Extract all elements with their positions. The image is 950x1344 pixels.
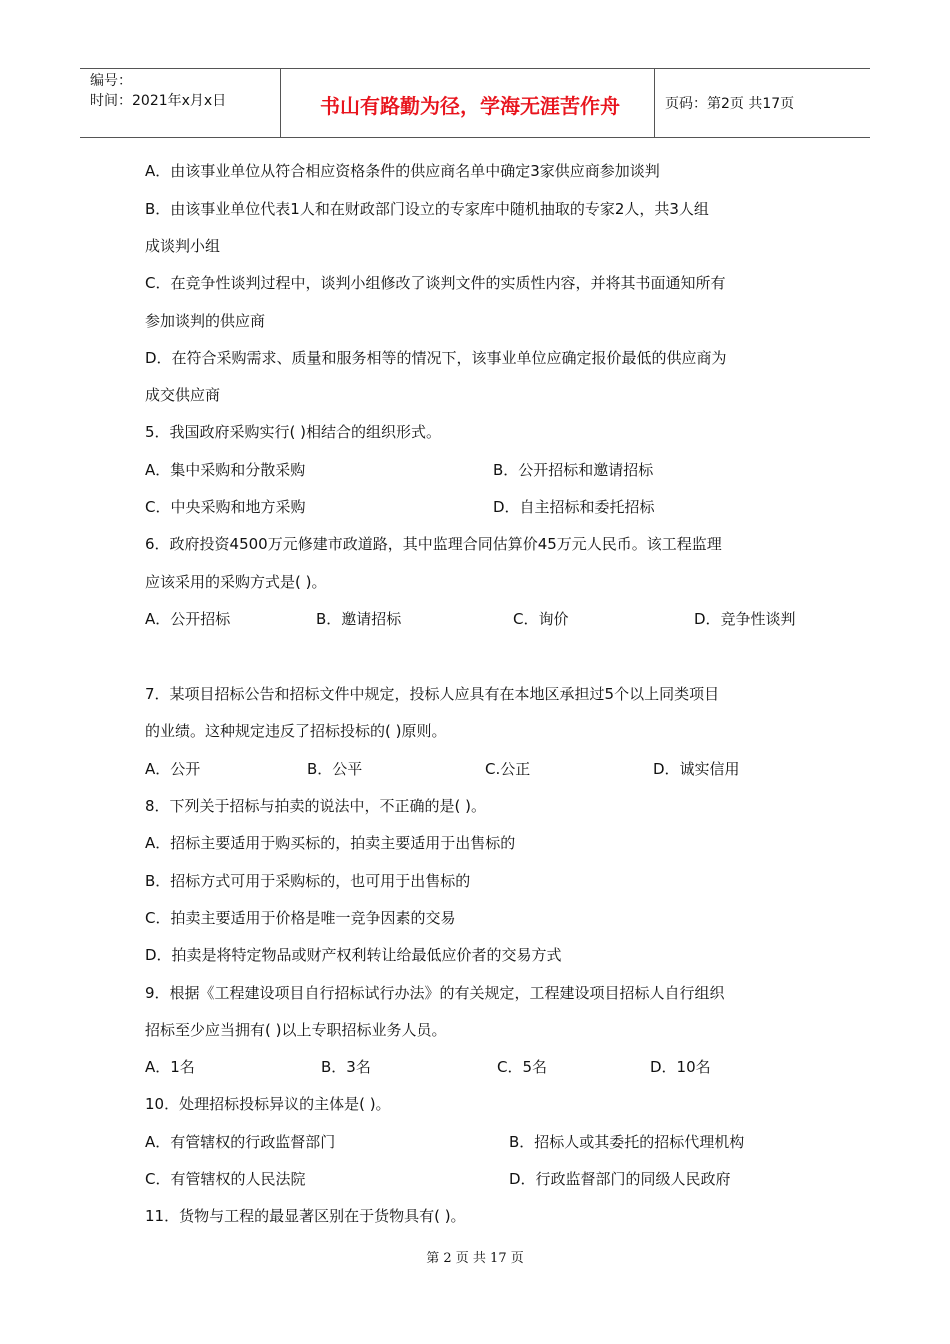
question-10: 10．处理招标投标异议的主体是( )。 [145,1095,391,1113]
question-10-option-b: B．招标人或其委托的招标代理机构 [509,1133,745,1151]
question-4-option-b-cont: 成谈判小组 [145,237,221,255]
question-11: 11．货物与工程的最显著区别在于货物具有( )。 [145,1207,466,1225]
question-5-option-c: C．中央采购和地方采购 [145,498,306,516]
question-5-option-b: B．公开招标和邀请招标 [493,461,654,479]
question-6: 6．政府投资4500万元修建市政道路，其中监理合同估算价45万元人民币。该工程监理 [145,535,722,553]
question-6-option-d: D．竞争性谈判 [694,610,796,628]
page-header [80,68,870,138]
question-6-option-b: B．邀请招标 [316,610,402,628]
question-10-option-d: D．行政监督部门的同级人民政府 [509,1170,731,1188]
header-page-info: 页码：第2页 共17页 [665,96,795,112]
question-6-option-c: C．询价 [513,610,569,628]
question-8-option-c: C．拍卖主要适用于价格是唯一竞争因素的交易 [145,909,456,927]
question-8: 8．下列关于招标与拍卖的说法中，不正确的是( )。 [145,797,487,815]
question-4-option-c-cont: 参加谈判的供应商 [145,312,266,330]
question-9-option-b: B．3名 [321,1058,371,1076]
question-7: 7．某项目招标公告和招标文件中规定，投标人应具有在本地区承担过5个以上同类项目 [145,685,720,703]
question-9-cont: 招标至少应当拥有( )以上专职招标业务人员。 [145,1021,447,1039]
question-9-option-a: A．1名 [145,1058,195,1076]
header-date-label: 时间：2021年x月x日 [90,93,227,109]
question-7-option-b: B．公平 [307,760,363,778]
question-4-option-a: A．由该事业单位从符合相应资格条件的供应商名单中确定3家供应商参加谈判 [145,162,660,180]
question-8-option-b: B．招标方式可用于采购标的，也可用于出售标的 [145,872,471,890]
question-10-option-a: A．有管辖权的行政监督部门 [145,1133,336,1151]
question-7-option-c: C.公正 [485,760,531,778]
question-4-option-d: D．在符合采购需求、质量和服务相等的情况下，该事业单位应确定报价最低的供应商为 [145,349,727,367]
header-slogan: 书山有路勤为径，学海无涯苦作舟 [320,94,620,118]
header-divider [654,69,655,137]
question-7-option-a: A．公开 [145,760,201,778]
question-5-option-d: D．自主招标和委托招标 [493,498,655,516]
question-8-option-a: A．招标主要适用于购买标的，拍卖主要适用于出售标的 [145,834,516,852]
question-9-option-c: C．5名 [497,1058,548,1076]
question-5-option-a: A．集中采购和分散采购 [145,461,306,479]
header-divider [280,69,281,137]
question-7-cont: 的业绩。这种规定违反了招标投标的( )原则。 [145,722,447,740]
question-5: 5．我国政府采购实行( )相结合的组织形式。 [145,423,442,441]
question-4-option-d-cont: 成交供应商 [145,386,221,404]
question-4-option-b: B．由该事业单位代表1人和在财政部门设立的专家库中随机抽取的专家2人，共3人组 [145,200,709,218]
question-8-option-d: D．拍卖是将特定物品或财产权利转让给最低应价者的交易方式 [145,946,562,964]
question-4-option-c: C．在竞争性谈判过程中，谈判小组修改了谈判文件的实质性内容，并将其书面通知所有 [145,274,726,292]
question-6-option-a: A．公开招标 [145,610,231,628]
question-7-option-d: D．诚实信用 [653,760,740,778]
question-9-option-d: D．10名 [650,1058,711,1076]
question-10-option-c: C．有管辖权的人民法院 [145,1170,306,1188]
question-9: 9．根据《工程建设项目自行招标试行办法》的有关规定，工程建设项目招标人自行组织 [145,984,725,1002]
header-number-label: 编号： [90,73,132,89]
header-meta [90,71,226,111]
question-6-cont: 应该采用的采购方式是( )。 [145,573,327,591]
page-footer: 第 2 页 共 17 页 [426,1251,524,1266]
